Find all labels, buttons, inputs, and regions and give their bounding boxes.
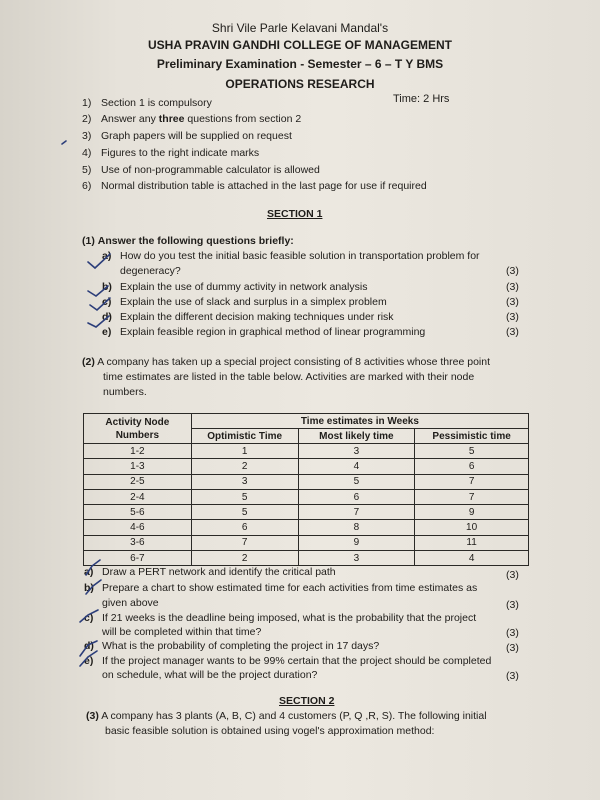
- table-cell: 5: [191, 489, 298, 504]
- table-cell: 7: [415, 474, 529, 489]
- column-header-most-likely: Most likely time: [298, 429, 415, 444]
- marks: (3): [506, 642, 519, 654]
- table-cell: 2: [191, 551, 298, 566]
- instruction-item: 5) Use of non-programmable calculator is allowed: [82, 164, 320, 176]
- marks: (3): [506, 627, 519, 639]
- section-2-title: SECTION 2: [279, 695, 335, 707]
- q1-item-a: a) How do you test the initial basic feasible solution in transportation problem for: [102, 250, 480, 262]
- instruction-item: 1) Section 1 is compulsory: [82, 97, 212, 109]
- column-header-activity: Activity Node Numbers: [84, 414, 192, 444]
- q2-item-c-cont: will be completed within that time?: [102, 626, 262, 638]
- question-3-line: (3) A company has 3 plants (A, B, C) and 4 customers (P, Q ,R, S). The following initial: [86, 710, 487, 722]
- instruction-item: 2) Answer any three questions from section 2: [82, 113, 302, 125]
- trust-name: Shri Vile Parle Kelavani Mandal's: [211, 21, 389, 35]
- table-cell: 5: [415, 444, 529, 459]
- table-cell: 6: [298, 489, 415, 504]
- instruction-item: 3) Graph papers will be supplied on request: [82, 130, 292, 142]
- subject-title: OPERATIONS RESEARCH: [225, 77, 375, 91]
- column-group-header: Time estimates in Weeks: [191, 414, 528, 429]
- table-cell: 1: [191, 444, 298, 459]
- question-2-line: time estimates are listed in the table below. Activities are marked with their node: [103, 371, 475, 383]
- marks: (3): [506, 281, 519, 293]
- table-cell: 4: [415, 551, 529, 566]
- table-cell: 2-5: [84, 474, 192, 489]
- q1-item-e: e) Explain feasible region in graphical method of linear programming: [102, 326, 426, 338]
- marks: (3): [506, 569, 519, 581]
- table-cell: 6: [191, 520, 298, 535]
- instruction-item: 6) Normal distribution table is attached in the last page for use if required: [82, 180, 427, 192]
- table-cell: 4-6: [84, 520, 192, 535]
- table-cell: 2-4: [84, 489, 192, 504]
- table-cell: 3: [191, 474, 298, 489]
- q2-item-e: e) If the project manager wants to be 99% certain that the project should be completed: [84, 655, 492, 667]
- table-cell: 11: [415, 535, 529, 550]
- q2-item-c: c) If 21 weeks is the deadline being imposed, what is the probability that the project: [84, 612, 477, 624]
- table-cell: 3-6: [84, 535, 192, 550]
- q2-item-b-cont: given above: [102, 597, 159, 609]
- marks: (3): [506, 599, 519, 611]
- instruction-item: 4) Figures to the right indicate marks: [82, 147, 260, 159]
- column-header-optimistic: Optimistic Time: [191, 429, 298, 444]
- table-cell: 10: [415, 520, 529, 535]
- marks: (3): [506, 326, 519, 338]
- question-2-line: (2) A company has taken up a special project consisting of 8 activities whose three point: [82, 356, 490, 368]
- table-cell: 6-7: [84, 551, 192, 566]
- question-2-line: numbers.: [103, 386, 147, 398]
- q1-item-b: b) Explain the use of dummy activity in network analysis: [102, 281, 368, 293]
- table-cell: 9: [298, 535, 415, 550]
- table-cell: 8: [298, 520, 415, 535]
- exam-duration: Time: 2 Hrs: [393, 93, 450, 105]
- table-cell: 3: [298, 551, 415, 566]
- exam-title: Preliminary Examination - Semester – 6 – T Y BMS: [156, 57, 444, 71]
- q1-item-c: c) Explain the use of slack and surplus in a simplex problem: [102, 296, 387, 308]
- table-cell: 9: [415, 505, 529, 520]
- table-cell: 7: [191, 535, 298, 550]
- marks: (3): [506, 670, 519, 682]
- table-cell: 5: [191, 505, 298, 520]
- table-cell: 1-3: [84, 459, 192, 474]
- table-cell: 7: [415, 489, 529, 504]
- marks: (3): [506, 296, 519, 308]
- q2-item-b: b) Prepare a chart to show estimated time for each activities from time estimates as: [84, 582, 478, 594]
- marks: (3): [506, 311, 519, 323]
- table-cell: 4: [298, 459, 415, 474]
- question-1-heading: (1) Answer the following questions briefly:: [82, 235, 294, 247]
- q2-item-a: a) Draw a PERT network and identify the critical path: [84, 566, 336, 578]
- table-cell: 2: [191, 459, 298, 474]
- table-cell: 5-6: [84, 505, 192, 520]
- college-name: USHA PRAVIN GANDHI COLLEGE OF MANAGEMENT: [147, 38, 452, 52]
- table-cell: 6: [415, 459, 529, 474]
- marks: (3): [506, 265, 519, 277]
- q1-item-d: d) Explain the different decision making techniques under risk: [102, 311, 394, 323]
- question-3-line: basic feasible solution is obtained using vogel's approximation method:: [105, 725, 435, 737]
- column-header-pessimistic: Pessimistic time: [415, 429, 529, 444]
- table-cell: 3: [298, 444, 415, 459]
- table-cell: 7: [298, 505, 415, 520]
- q2-item-e-cont: on schedule, what will be the project duration?: [102, 669, 318, 681]
- q2-item-d: d) What is the probability of completing the project in 17 days?: [84, 640, 380, 652]
- section-1-title: SECTION 1: [267, 208, 323, 220]
- table-cell: 5: [298, 474, 415, 489]
- table-cell: 1-2: [84, 444, 192, 459]
- q1-item-a-cont: degeneracy?: [120, 265, 181, 277]
